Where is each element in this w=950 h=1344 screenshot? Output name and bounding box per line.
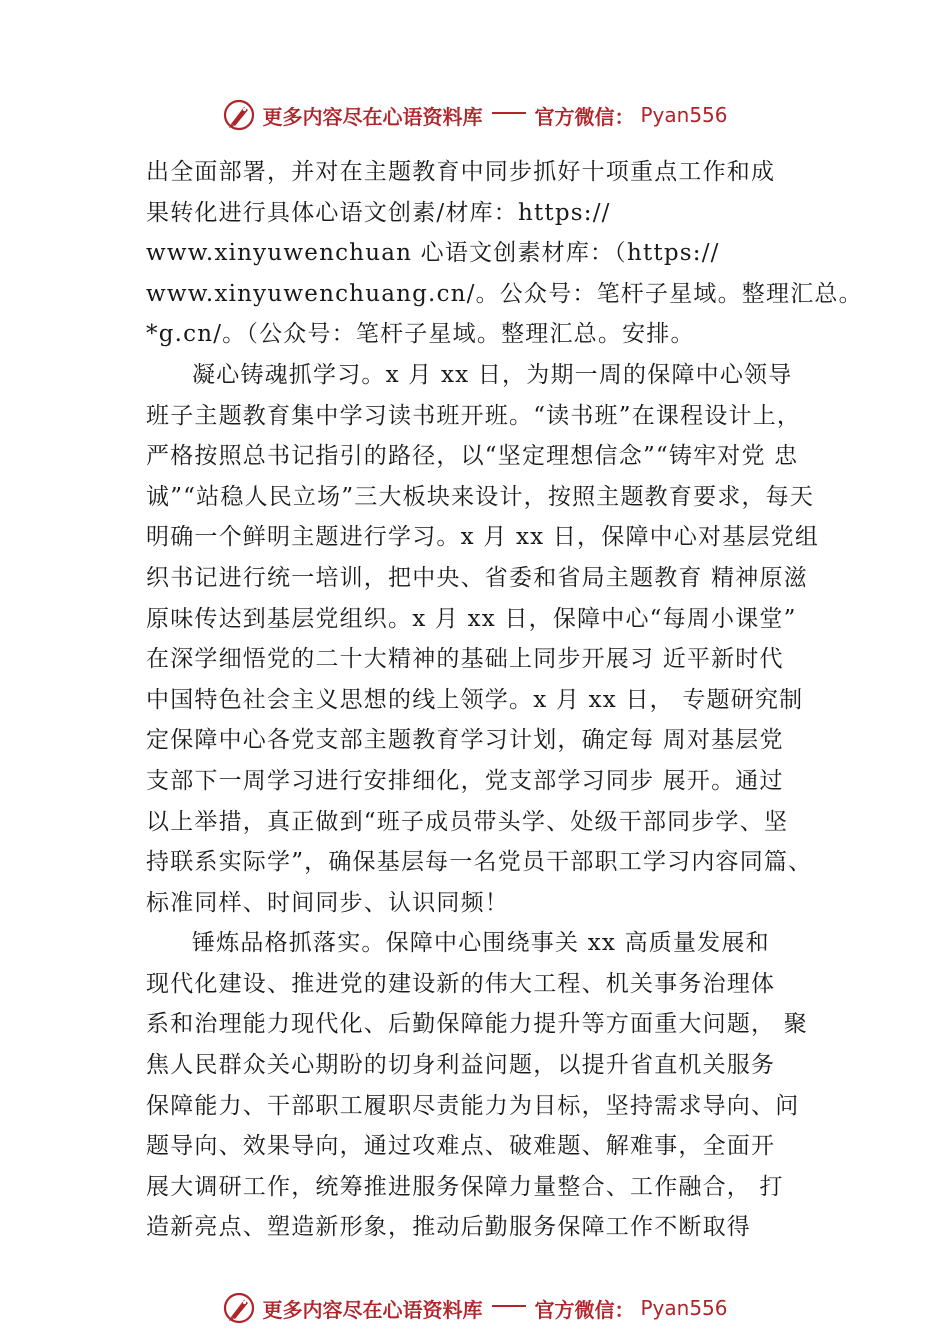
footer-sub-text: 官方微信： bbox=[534, 1297, 635, 1322]
pen-nib-circle-logo-icon bbox=[222, 1291, 256, 1325]
header-sub-text: 官方微信： bbox=[534, 104, 635, 129]
header-dash-divider bbox=[492, 112, 526, 114]
body-line: 题导向、效果导向，通过攻难点、破难题、解难事，全面开 bbox=[146, 1133, 776, 1160]
body-line: 定保障中心各党支部主题教育学习计划，确定每 周对基层党 bbox=[146, 727, 784, 754]
body-line: 造新亮点、塑造新形象，推动后勤服务保障工作不断取得 bbox=[146, 1214, 751, 1241]
body-line: www.xinyuwenchuang.cn/。公众号：笔杆子星域。整理汇总。 bbox=[146, 280, 863, 307]
body-line-paragraph-start: 凝心铸魂抓学习。x 月 xx 日，为期一周的保障中心领导 bbox=[192, 361, 793, 388]
body-line-paragraph-start: 锤炼品格抓落实。保障中心围绕事关 xx 高质量发展和 bbox=[192, 930, 770, 957]
footer-banner-content bbox=[222, 1291, 727, 1325]
body-line: 明确一个鲜明主题进行学习。x 月 xx 日，保障中心对基层党组 bbox=[146, 524, 820, 551]
body-line: 系和治理能力现代化、后勤保障能力提升等方面重大问题， 聚 bbox=[146, 1011, 808, 1038]
document-body bbox=[146, 152, 863, 1248]
body-line: 支部下一周学习进行安排细化，党支部学习同步 展开。通过 bbox=[146, 767, 784, 794]
header-brand-text: 更多内容尽在心语资料库 bbox=[262, 104, 483, 129]
body-line: 保障能力、干部职工履职尽责能力为目标，坚持需求导向、问 bbox=[146, 1092, 800, 1119]
body-line: 标准同样、时间同步、认识同频！ bbox=[146, 889, 509, 916]
footer-dash-divider bbox=[492, 1305, 526, 1307]
header-wechat-id: Pyan556 bbox=[640, 103, 728, 127]
footer-wechat-id: Pyan556 bbox=[640, 1296, 728, 1320]
body-line: 严格按照总书记指引的路径，以“坚定理想信念”“铸牢对党 忠 bbox=[146, 443, 799, 470]
body-line: 持联系实际学”，确保基层每一名党员干部职工学习内容同篇、 bbox=[146, 849, 813, 876]
body-line: 中国特色社会主义思想的线上领学。x 月 xx 日， 专题研究制 bbox=[146, 686, 804, 713]
body-line: 焦人民群众关心期盼的切身利益问题，以提升省直机关服务 bbox=[146, 1052, 776, 1079]
body-line: 出全面部署，并对在主题教育中同步抓好十项重点工作和成 bbox=[146, 159, 776, 185]
body-line: 果转化进行具体心语文创素/材库：https:// bbox=[146, 199, 611, 226]
header-banner-content bbox=[222, 98, 727, 132]
body-line: 展大调研工作，统筹推进服务保障力量整合、工作融合， 打 bbox=[146, 1173, 784, 1200]
pen-nib-circle-logo-icon bbox=[222, 98, 256, 132]
body-line: 以上举措，真正做到“班子成员带头学、处级干部同步学、坚 bbox=[146, 808, 789, 835]
body-line: 原味传达到基层党组织。x 月 xx 日，保障中心“每周小课堂” bbox=[146, 605, 797, 632]
page-footer-banner bbox=[0, 1288, 950, 1328]
body-line: www.xinyuwenchuan 心语文创素材库：（https:// bbox=[146, 240, 720, 267]
body-line: 织书记进行统一培训，把中央、省委和省局主题教育 精神原滋 bbox=[146, 564, 808, 591]
body-line: 班子主题教育集中学习读书班开班。“读书班”在课程设计上， bbox=[146, 402, 802, 429]
footer-brand-text: 更多内容尽在心语资料库 bbox=[262, 1297, 483, 1322]
body-line: 诚”“站稳人民立场”三大板块来设计，按照主题教育要求，每天 bbox=[146, 483, 815, 510]
body-line: *g.cn/。（公众号：笔杆子星域。整理汇总。安排。 bbox=[146, 321, 695, 348]
body-line: 现代化建设、推进党的建设新的伟大工程、机关事务治理体 bbox=[146, 970, 776, 997]
page-header-banner bbox=[0, 95, 950, 135]
body-line: 在深学细悟党的二十大精神的基础上同步开展习 近平新时代 bbox=[146, 646, 784, 673]
